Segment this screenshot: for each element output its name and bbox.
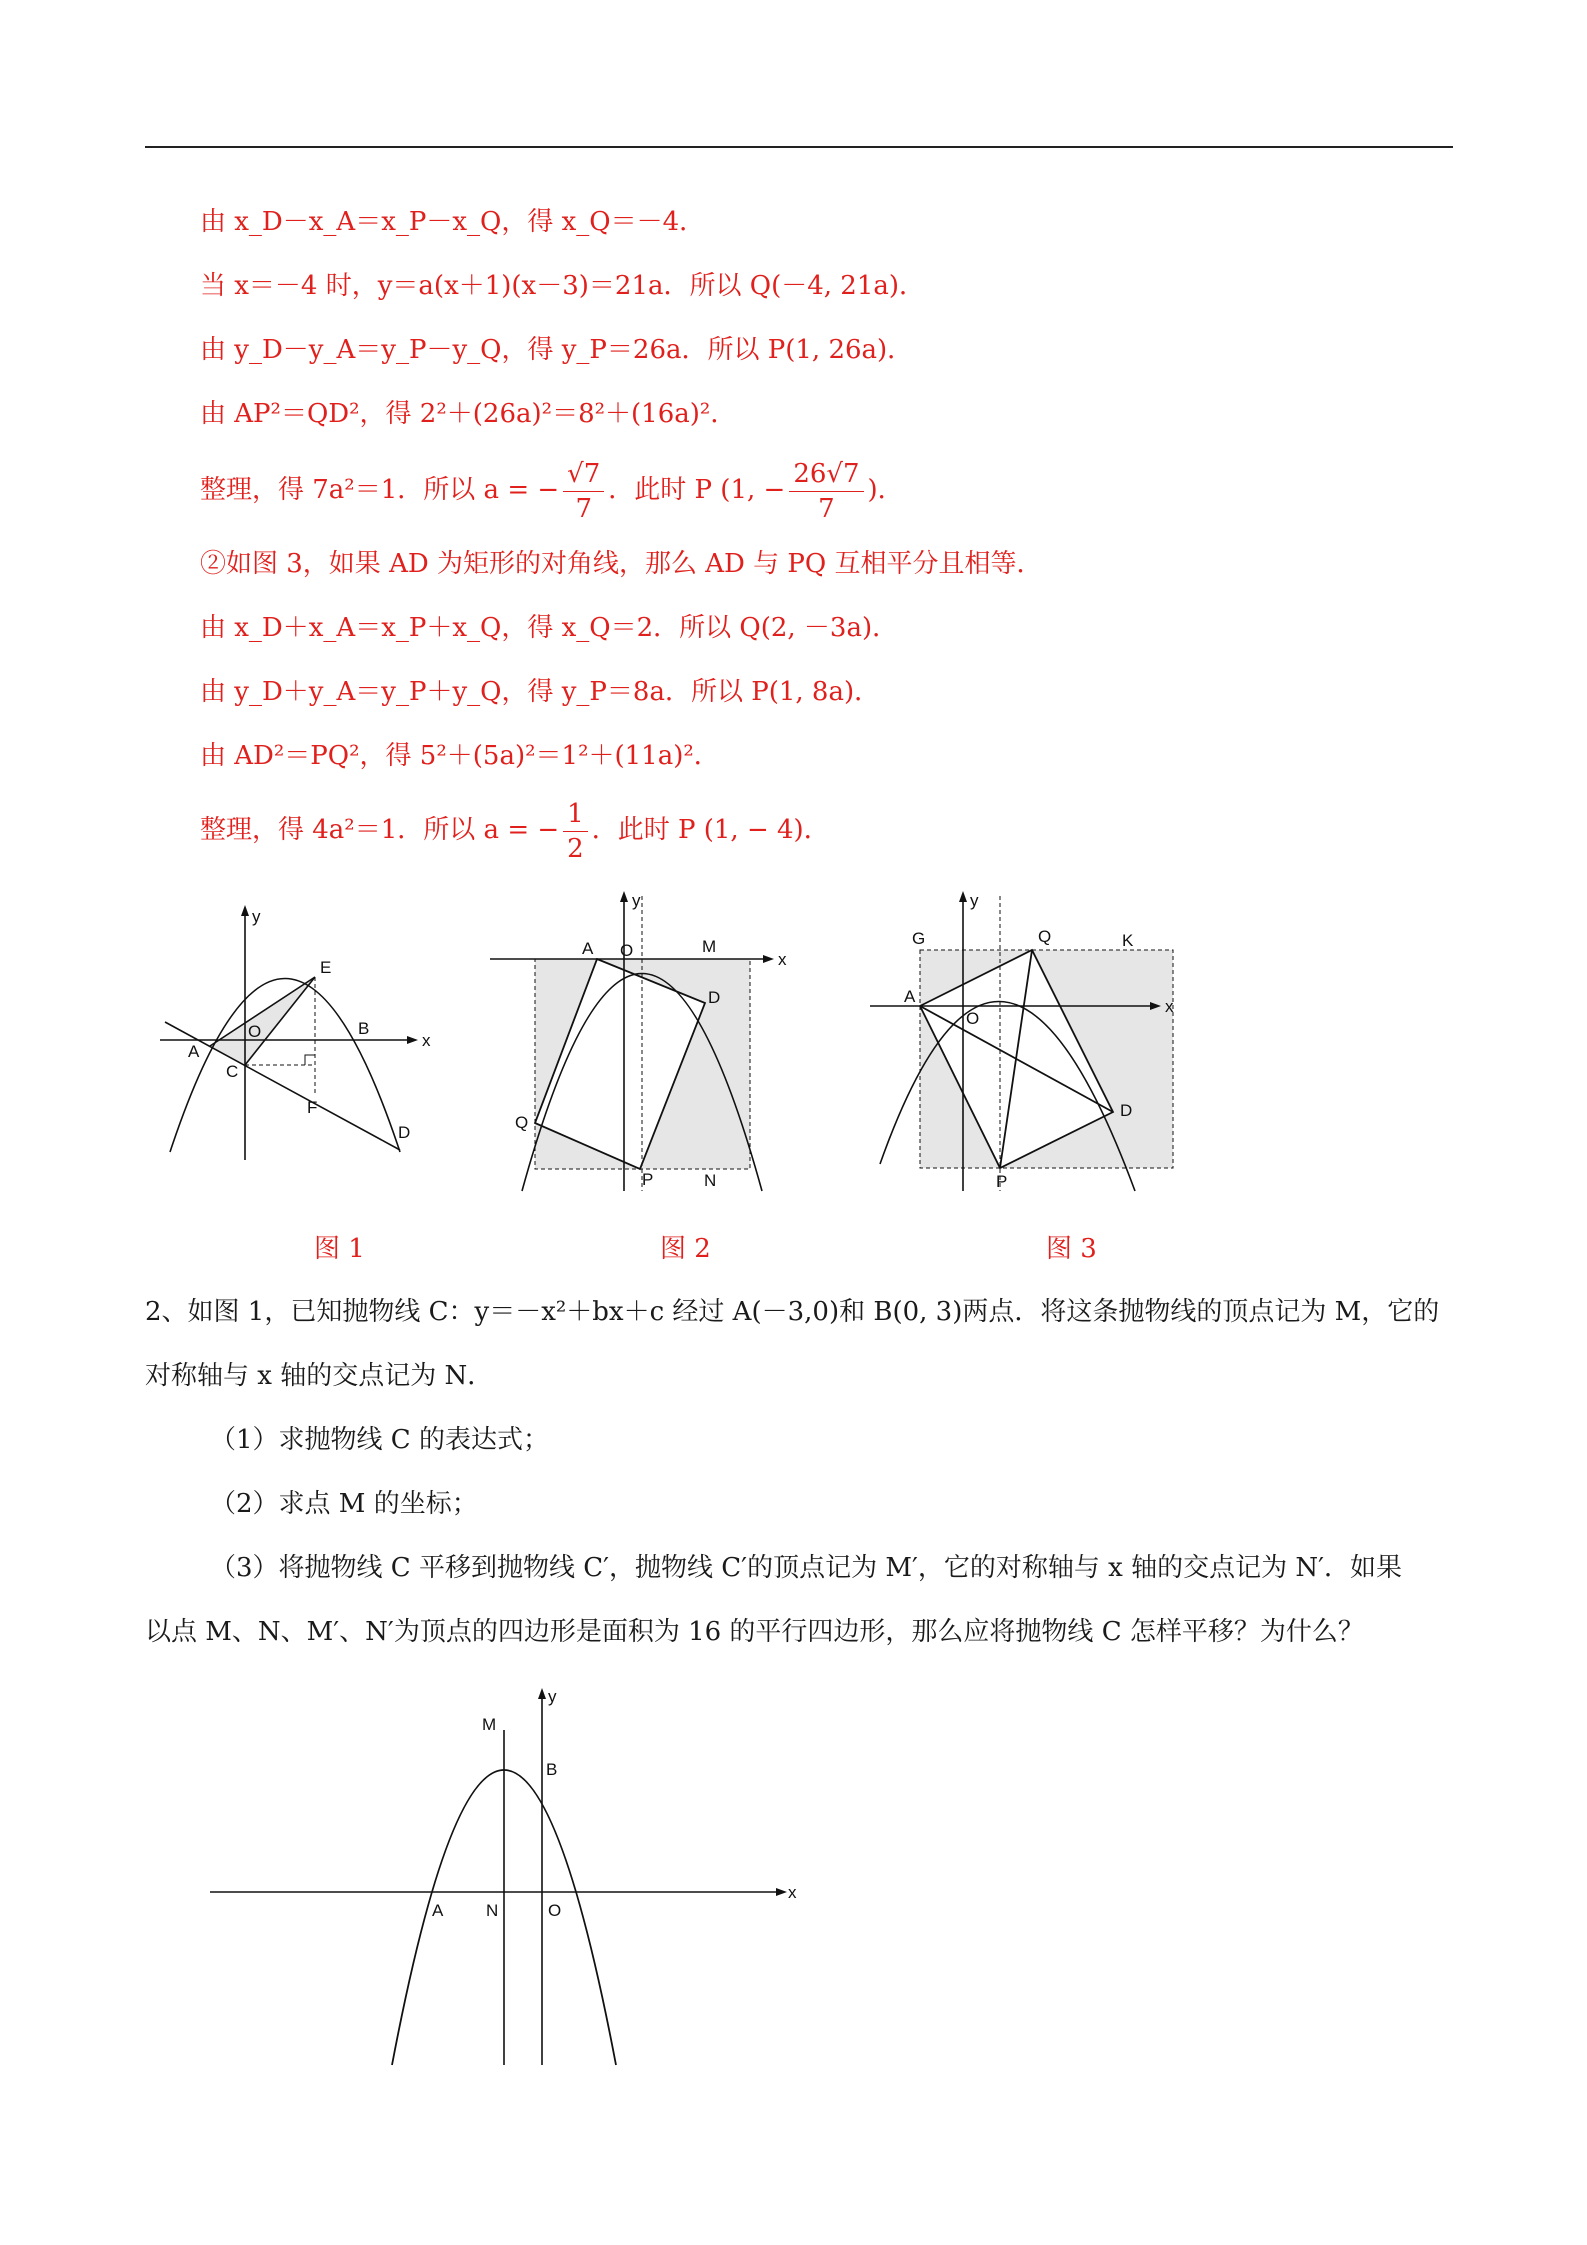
problem2-line-1: 2、如图 1，已知抛物线 C：y＝－x²＋bx＋c 经过 A(－3,0)和 B(0, 3)两点．将这条抛物线的顶点记为 M，它的 [145, 1297, 1440, 1327]
problem2-question-1: （1）求抛物线 C 的表达式； [210, 1425, 549, 1455]
l5-text-a: 整理，得 7a²＝1．所以 [200, 475, 476, 505]
fig1-x-arrow [407, 1036, 418, 1044]
fig2-label-m: M [702, 937, 717, 956]
fig4-label-a: A [432, 1901, 444, 1920]
solution-line-5 [200, 452, 904, 528]
fig2-label-o: O [620, 941, 634, 960]
fig1-label-o: O [248, 1022, 262, 1041]
l10-text-b: ．此时 [591, 815, 670, 845]
fig1-right-angle [305, 1055, 315, 1065]
fraction-1-over-2: $\frac{1}{2}$ [563, 797, 588, 866]
fig3-label-g: G [912, 929, 926, 948]
fig2-x-arrow [763, 955, 774, 963]
fig4-label-n: N [486, 1901, 499, 1920]
fig3-label-p: P [996, 1172, 1008, 1191]
problem2-line-2: 对称轴与 x 轴的交点记为 N． [145, 1361, 494, 1391]
problem2-question-2: （2）求点 M 的坐标； [210, 1489, 478, 1519]
fig2-label-p: P [642, 1170, 654, 1189]
fig3-label-q: Q [1038, 927, 1052, 946]
fig1-y-arrow [241, 905, 249, 916]
fig3-label-x: x [1165, 997, 1174, 1016]
solution-line-4: 由 AP²＝QD²，得 2²＋(26a)²＝8²＋(16a)²． [200, 399, 737, 429]
l10-text-a: 整理，得 4a²＝1．所以 [200, 815, 476, 845]
fig1-label-e: E [320, 958, 332, 977]
fig1-label-c: C [226, 1062, 239, 1081]
fig2-y-arrow [620, 891, 628, 902]
solution-line-2: 当 x＝－4 时，y＝a(x＋1)(x－3)＝21a．所以 Q(－4, 21a)． [200, 271, 926, 301]
caption-figure-1: 图 1 [314, 1234, 365, 1264]
fig3-y-arrow [959, 891, 967, 902]
fig4-label-y: y [548, 1687, 557, 1706]
solution-line-9: 由 AD²＝PQ²，得 5²＋(5a)²＝1²＋(11a)²． [200, 741, 720, 771]
fig1-shaded-triangle [210, 977, 315, 1065]
l5-end: )． [867, 475, 904, 505]
figure-2 [490, 886, 800, 1196]
solution-line-10 [200, 792, 830, 868]
fig1-label-f: F [307, 1098, 318, 1117]
solution-line-7: 由 x_D＋x_A＝x_P＋x_Q，得 x_Q＝2．所以 Q(2, －3a)． [200, 613, 899, 643]
figure-problem2 [210, 1680, 810, 2080]
fig2-label-y: y [632, 891, 641, 910]
l5-text-b: ．此时 [608, 475, 687, 505]
fig1-label-d: D [398, 1123, 411, 1142]
fig2-label-x: x [778, 950, 787, 969]
solution-line-8: 由 y_D＋y_A＝y_P＋y_Q，得 y_P＝8a．所以 P(1, 8a)． [200, 677, 881, 707]
figure-1 [160, 900, 440, 1160]
solution-line-3: 由 y_D－y_A＝y_P－y_Q，得 y_P＝26a．所以 P(1, 26a)． [200, 335, 914, 365]
l5-avar: a = − [483, 475, 560, 505]
figure-3 [860, 886, 1180, 1196]
fraction-sqrt7-over-7: $\frac{√7}{7}$ [563, 457, 604, 526]
fig2-label-n: N [704, 1171, 717, 1190]
fig3-label-y: y [970, 891, 979, 910]
caption-figure-2: 图 2 [660, 1234, 711, 1264]
fig4-label-m: M [482, 1715, 497, 1734]
l5-point: P (1, − [694, 475, 786, 505]
fig3-label-k: K [1122, 931, 1134, 950]
fig1-label-x: x [422, 1031, 431, 1050]
problem2-question-3a: （3）将抛物线 C 平移到抛物线 C′，抛物线 C′的顶点记为 M′，它的对称轴与 x 轴的交点记为 N′．如果 [210, 1553, 1402, 1583]
fig2-label-a: A [582, 939, 594, 958]
fig1-line-ad [165, 1022, 400, 1150]
fig4-x-arrow [776, 1888, 787, 1896]
fig1-label-b: B [358, 1019, 370, 1038]
fraction-26sqrt7-over-7: $\frac{26√7}{7}$ [789, 457, 863, 526]
l10-point: P (1, − 4)． [677, 815, 830, 845]
fig3-label-a: A [904, 987, 916, 1006]
caption-figure-3: 图 3 [1046, 1234, 1097, 1264]
fig4-label-b: B [546, 1760, 558, 1779]
fig1-label-a: A [188, 1042, 200, 1061]
fig4-y-arrow [538, 1688, 546, 1699]
solution-line-1: 由 x_D－x_A＝x_P－x_Q，得 x_Q＝－4． [200, 207, 706, 237]
problem2-question-3b: 以点 M、N、M′、N′为顶点的四边形是面积为 16 的平行四边形，那么应将抛物线 C 怎样平移？为什么？ [145, 1617, 1364, 1647]
fig2-label-d: D [708, 988, 721, 1007]
fig1-label-y: y [252, 907, 261, 926]
fig4-label-x: x [788, 1883, 797, 1902]
fig3-label-d: D [1120, 1101, 1133, 1120]
fig2-label-q: Q [515, 1113, 529, 1132]
l10-avar: a = − [483, 815, 560, 845]
fig3-label-o: O [966, 1009, 980, 1028]
fig4-label-o: O [548, 1901, 562, 1920]
header-rule [145, 146, 1453, 148]
solution-line-6: ②如图 3，如果 AD 为矩形的对角线，那么 AD 与 PQ 互相平分且相等． [200, 549, 1043, 579]
